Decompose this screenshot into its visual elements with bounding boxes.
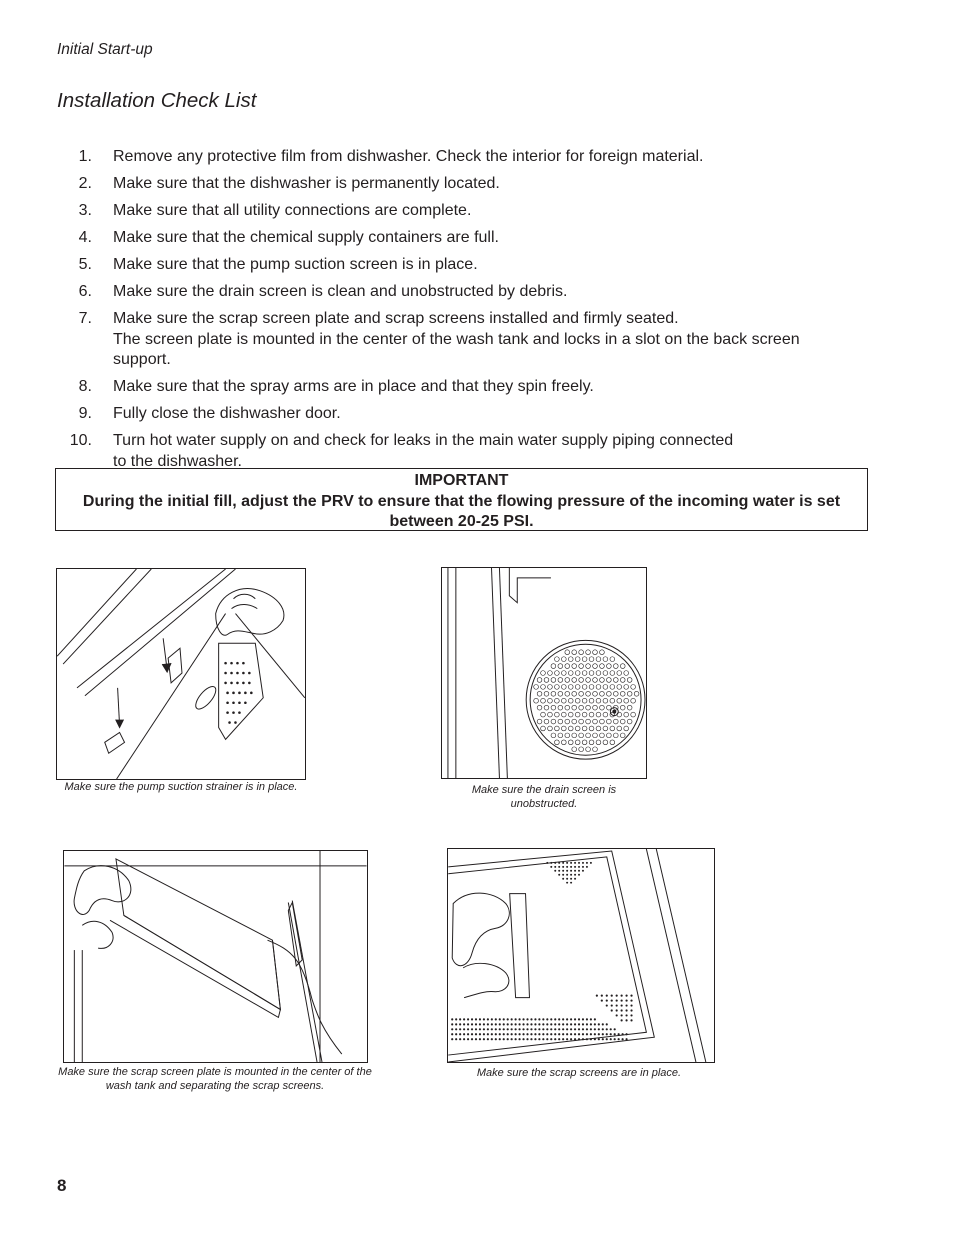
list-item: [0, 201, 853, 222]
item-text: Make sure that all utility connections are complete.: [113, 202, 472, 219]
item-number: 1.: [78, 148, 92, 165]
list-item: [0, 377, 853, 398]
item-note: The screen plate is mounted in the center of the wash tank and locks in a slot on the back screen support.: [113, 330, 800, 368]
screen-perforations-top: [546, 862, 592, 884]
list-item: [0, 255, 853, 276]
item-text: Make sure the drain screen is clean and unobstructed by debris.: [113, 283, 568, 300]
item-text: Make sure the scrap screen plate and scrap screens installed and firmly seated.: [113, 310, 679, 327]
item-number: 5.: [78, 256, 92, 273]
item-number: 8.: [78, 378, 92, 395]
figure-caption: Make sure the scrap screens are in place.: [476, 1067, 682, 1079]
item-text: Turn hot water supply on and check for leaks in the main water supply piping connected: [113, 432, 734, 449]
running-head: Initial Start-up: [57, 41, 153, 58]
figure-caption: Make sure the pump suction strainer is in place.: [64, 781, 298, 793]
page-title: Installation Check List: [57, 89, 257, 112]
item-text: Make sure that the pump suction screen is in place.: [113, 256, 478, 273]
item-number: 2.: [78, 175, 92, 192]
drain-holes: [534, 650, 639, 752]
installation-checklist: [0, 147, 954, 479]
page-number: 8: [57, 1176, 67, 1195]
important-heading: IMPORTANT: [414, 472, 509, 489]
item-number: 4.: [78, 229, 92, 246]
list-item: [0, 404, 853, 425]
important-notice: [55, 468, 868, 531]
item-note: to the dishwasher.: [113, 452, 242, 470]
important-text: During the initial fill, adjust the PRV to ensure that the flowing pressure of the incoming water is set between 20-25 PSI.: [82, 492, 841, 530]
item-text: Make sure that the chemical supply containers are full.: [113, 229, 499, 246]
item-text: Make sure that the dishwasher is permanently located.: [113, 175, 500, 192]
item-number: 3.: [78, 202, 92, 219]
drain-screen-illustration: [441, 567, 647, 779]
item-text: Remove any protective film from dishwasher. Check the interior for foreign material.: [113, 148, 704, 165]
item-number: 10.: [69, 432, 92, 449]
item-number: 9.: [78, 405, 92, 422]
list-item: [0, 228, 853, 249]
list-item: [0, 147, 853, 168]
item-number: 6.: [78, 283, 92, 300]
figure-caption: Make sure the drain screen is unobstructed.: [471, 784, 617, 810]
list-item: [0, 174, 853, 195]
item-number: 7.: [78, 310, 92, 327]
scrap-screens-illustration: [447, 848, 715, 1063]
list-item: [0, 309, 853, 371]
scrap-screen-plate-illustration: [63, 850, 368, 1063]
list-item: [0, 282, 853, 303]
pump-strainer-illustration: [56, 568, 306, 780]
item-text: Fully close the dishwasher door.: [113, 405, 341, 422]
list-item: [0, 431, 853, 472]
figure-caption: Make sure the scrap screen plate is mounted in the center of the wash tank and separating the scrap screens.: [58, 1066, 372, 1092]
screen-perforations-bottom: [451, 995, 632, 1041]
item-text: Make sure that the spray arms are in place and that they spin freely.: [113, 378, 594, 395]
